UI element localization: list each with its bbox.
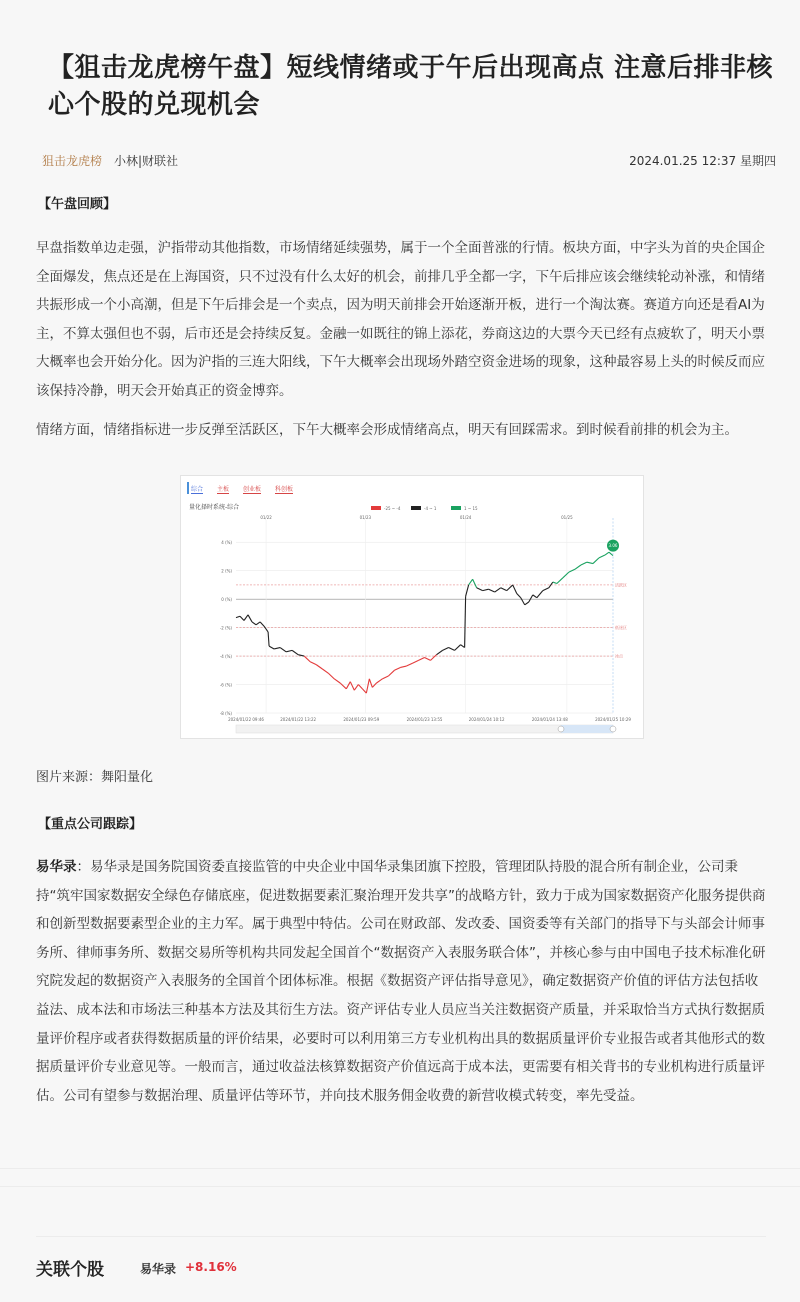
y-tick-5: -6 (%) — [219, 682, 232, 688]
series-segment-71 — [593, 558, 599, 564]
series-segment-4 — [252, 622, 256, 625]
series-segment-47 — [469, 579, 473, 585]
series-segment-35 — [406, 663, 412, 666]
series-segment-52 — [495, 588, 501, 592]
y-tick-2: 0 (%) — [221, 597, 232, 603]
chart-tab-underline-0 — [191, 493, 203, 494]
company-description: ：易华录是国务院国资委直接监管的中央企业中国华录集团旗下控股，管理团队持股的混合所有制企业，公司秉持“筑牢国家数据安全绿色存储底座，促进数据要素汇聚治理开发共享”的战略方针，致力于成为国家数据资产化服务提供商和创新型数据要素型企业的主力军。属于典型中特估。公司在财政部、发改委、国资委等有关部门的指导下与头部会计师事务所、律师事务所、数据交易所等机构共同发起全国首个“数据资产入表服务联合体”，并核心参与由中国电子技术标准化研究院发起的数据资产入表服务的全国首个团体标准。根据《数据资产评估指导意见》，确定数据资产价值的评估方法包括收益法、成本法和市场法三种基本方法及其衍生方法。资产评估专业人员应当关注数据资产质量，并采取恰当方式执行数据质量评价程序或者获得数据质量的评价结果，必要时可以利用第三方专业机构出具的数据质量评价专业报告或者其他形式的数据质量评价专业意见等。一般而言，通过收益法核算数据资产价值远高于成本法，更需要有相关背书的专业机构进行质量评估。公司有望参与数据治理、质量评估等环节，并向技术服务佣金收费的新营收模式转变，率先受益。 — [36, 859, 766, 1104]
series-segment-0 — [236, 616, 240, 617]
series-segment-56 — [517, 593, 521, 597]
x-tick-5: 2024/01/24 13:48 — [531, 717, 568, 722]
series-segment-20 — [334, 679, 340, 683]
y-tick-4: -4 (%) — [219, 654, 232, 660]
divider-related-inner — [36, 1236, 766, 1237]
related-stock-name[interactable]: 易华录 — [140, 1262, 177, 1276]
x-tick-6: 2024/01/25 10:29 — [595, 717, 631, 722]
chart-scroller — [236, 725, 613, 733]
x-tick-2: 2024/01/23 09:59 — [343, 717, 380, 722]
date-marker-2: 01/24 — [459, 515, 472, 520]
divider-bottom — [0, 1168, 800, 1169]
date-marker-0: 01/22 — [260, 515, 272, 520]
series-segment-5 — [256, 622, 260, 625]
level-label-1: 低迷区 — [615, 625, 627, 631]
series-segment-44 — [461, 645, 465, 648]
series-segment-21 — [340, 683, 346, 689]
end-value-label: 3.06 — [608, 543, 618, 549]
series-segment-3 — [248, 615, 252, 622]
series-segment-24 — [354, 685, 358, 691]
series-segment-49 — [477, 588, 483, 591]
chart-title: 量化择时系统-综合 — [189, 504, 240, 511]
tab-accent-bar — [187, 482, 189, 494]
chart-tab-3: 科创板 — [275, 486, 294, 493]
x-tick-3: 2024/01/23 13:55 — [406, 717, 443, 722]
series-segment-73 — [605, 552, 609, 555]
series-segment-23 — [350, 682, 354, 691]
legend-label-0: -25 ~ -4 — [384, 506, 401, 511]
series-segment-57 — [521, 598, 525, 605]
series-segment-11 — [280, 648, 286, 652]
series-segment-43 — [455, 645, 461, 651]
series-segment-36 — [412, 660, 418, 663]
series-segment-2 — [244, 615, 248, 621]
related-stocks-heading: 关联个股 — [36, 1260, 104, 1280]
series-segment-60 — [533, 595, 537, 598]
series-segment-53 — [501, 588, 507, 591]
divider-related — [0, 1186, 800, 1187]
series-segment-72 — [599, 555, 605, 558]
legend-swatch-0 — [371, 506, 381, 510]
chart-tab-2: 创业板 — [243, 486, 262, 493]
date-marker-1: 01/23 — [359, 515, 372, 520]
series-segment-30 — [376, 679, 382, 683]
series-segment-51 — [489, 589, 495, 592]
series-segment-1 — [240, 616, 244, 620]
company-paragraph — [36, 853, 771, 1110]
series-segment-16 — [310, 662, 316, 665]
series-segment-62 — [543, 588, 549, 591]
sentiment-chart-image — [180, 475, 644, 739]
chart-tab-1: 主板 — [217, 486, 230, 493]
series-segment-41 — [443, 648, 449, 651]
series-segment-65 — [557, 578, 563, 584]
series-segment-27 — [366, 679, 369, 693]
section-heading-company: 【重点公司跟踪】 — [38, 817, 143, 832]
series-segment-37 — [418, 658, 424, 661]
image-caption: 图片来源：舞阳量化 — [36, 770, 154, 785]
series-segment-12 — [286, 650, 292, 651]
series-segment-40 — [437, 650, 443, 654]
series-segment-55 — [513, 585, 517, 594]
level-label-2: 冰点 — [615, 653, 623, 659]
series-segment-15 — [304, 656, 310, 662]
publish-datetime: 2024.01.25 12:37 星期四 — [629, 154, 776, 168]
y-tick-6: -8 (%) — [219, 711, 232, 716]
legend-label-2: 1 ~ 15 — [464, 506, 478, 511]
series-segment-22 — [346, 682, 350, 689]
series-segment-18 — [322, 669, 328, 673]
series-segment-61 — [537, 591, 543, 598]
series-segment-10 — [274, 648, 280, 649]
chart-tab-underline-3 — [275, 493, 293, 494]
series-segment-66 — [563, 572, 569, 578]
series-segment-19 — [328, 673, 334, 679]
series-segment-38 — [425, 658, 431, 661]
series-segment-50 — [483, 589, 489, 590]
sentiment-chart — [181, 476, 643, 738]
y-tick-1: 2 (%) — [221, 568, 232, 574]
series-segment-32 — [388, 670, 394, 676]
legend-label-1: -4 ~ 1 — [424, 506, 437, 511]
series-segment-6 — [260, 622, 264, 626]
column-link[interactable]: 狙击龙虎榜 — [42, 154, 103, 168]
author-name[interactable]: 小林|财联社 — [114, 154, 179, 168]
series-segment-9 — [269, 646, 274, 649]
chart-tab-underline-2 — [243, 493, 261, 494]
series-segment-42 — [449, 648, 455, 651]
series-segment-25 — [358, 685, 362, 689]
series-segment-28 — [369, 679, 372, 688]
x-tick-4: 2024/01/24 10:12 — [468, 717, 505, 722]
review-paragraph-1: 早盘指数单边走强，沪指带动其他指数，市场情绪延续强势，属于一个全面普涨的行情。板块方面，中字头为首的央企国企全面爆发，焦点还是在上海国资，只不过没有什么太好的机会，前排几乎全都一字，下午后排应该会继续轮动补涨，和情绪共振形成一个小高潮，但是下午后排会是一个卖点，因为明天前排会开始逐渐开板，进行一个淘汰赛。赛道方向还是看AI为主，不算太强但也不弱，后市还是会持续反复。金融一如既往的锦上添花，券商这边的大票今天已经有点疲软了，明天小票大概率也会开始分化。因为沪指的三连大阳线，下午大概率会出现场外踏空资金进场的现象，这种最容易上头的时候反而应该保持冷静，明天会开始真正的资金博弈。 — [36, 240, 765, 399]
series-segment-46 — [466, 585, 469, 596]
series-segment-13 — [292, 650, 298, 654]
scroller-handle-right — [610, 726, 616, 732]
x-tick-0: 2024/01/22 09:46 — [228, 717, 264, 722]
series-segment-59 — [529, 595, 533, 602]
legend-swatch-2 — [451, 506, 461, 510]
series-segment-34 — [400, 666, 406, 667]
series-segment-48 — [473, 579, 477, 588]
y-tick-3: -2 (%) — [219, 625, 232, 631]
related-stock-change: +8.16% — [185, 1260, 237, 1274]
y-tick-0: 4 (%) — [221, 540, 232, 546]
series-segment-29 — [372, 683, 376, 687]
series-segment-70 — [587, 562, 593, 563]
x-tick-1: 2024/01/22 13:22 — [280, 717, 317, 722]
legend-swatch-1 — [411, 506, 421, 510]
company-name[interactable]: 易华录 — [36, 859, 77, 875]
section-heading-review: 【午盘回顾】 — [38, 197, 117, 212]
series-segment-17 — [316, 665, 322, 669]
date-marker-3: 01/25 — [561, 515, 573, 520]
series-segment-33 — [394, 667, 400, 670]
series-segment-58 — [525, 602, 529, 605]
series-segment-74 — [609, 552, 613, 555]
series-segment-54 — [507, 585, 513, 591]
article-title: 【狙击龙虎榜午盘】短线情绪或于午后出现高点 注意后排非核心个股的兑现机会 — [48, 53, 774, 120]
series-segment-69 — [581, 562, 587, 565]
series-segment-8 — [268, 632, 269, 646]
series-segment-31 — [382, 676, 388, 679]
chart-tab-0: 综合 — [191, 486, 204, 493]
series-segment-68 — [575, 565, 581, 569]
review-paragraph-2: 情绪方面，情绪指标进一步反弹至活跃区，下午大概率会形成情绪高点，明天有回踩需求。到时候看前排的机会为主。 — [36, 422, 738, 438]
series-segment-26 — [362, 689, 366, 693]
chart-scroller-window — [561, 725, 613, 733]
series-segment-39 — [431, 655, 437, 661]
series-segment-64 — [553, 582, 557, 583]
chart-tab-underline-1 — [217, 493, 229, 494]
scroller-handle-left — [558, 726, 564, 732]
level-label-0: 活跃区 — [615, 582, 627, 588]
